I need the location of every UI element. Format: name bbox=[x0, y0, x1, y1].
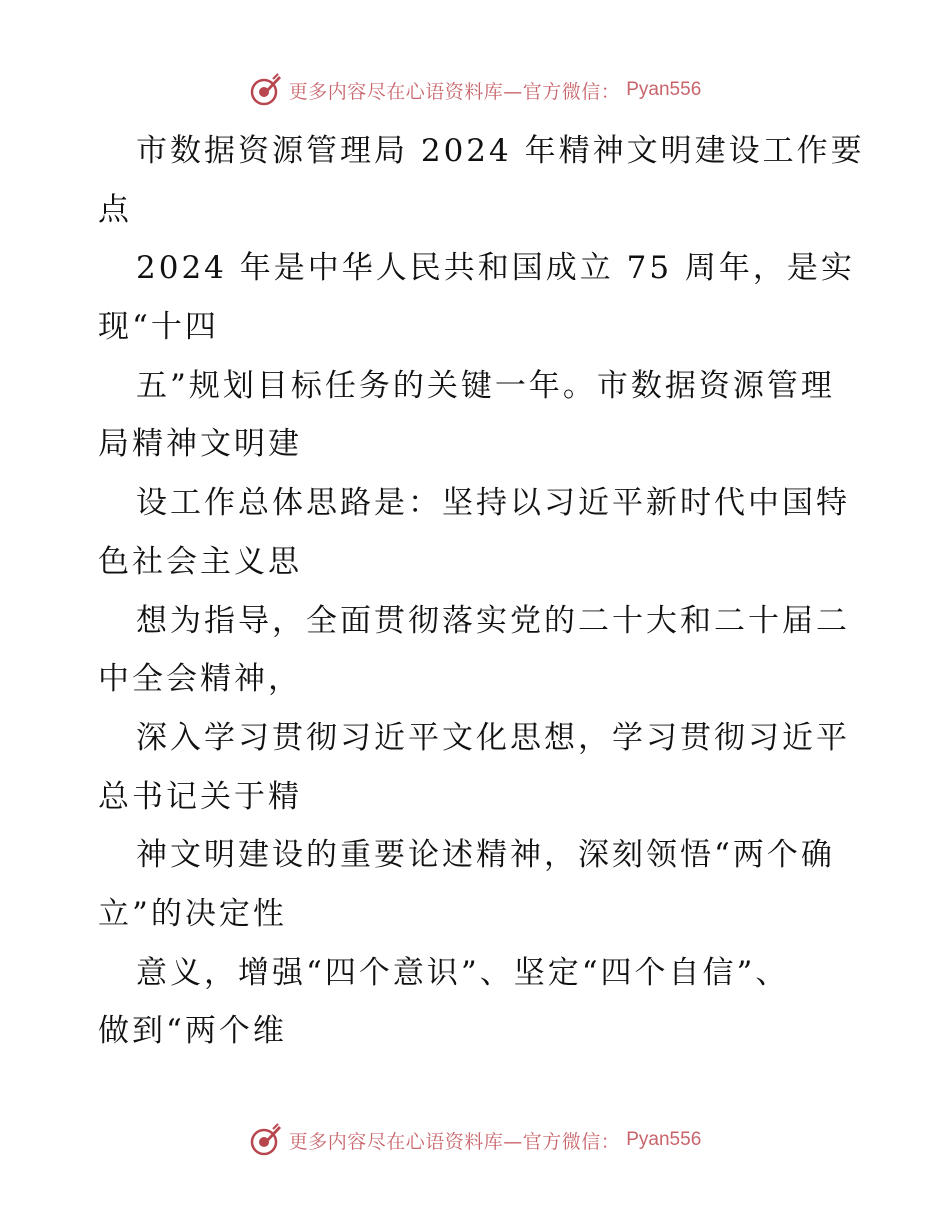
quill-logo-icon bbox=[249, 1123, 283, 1157]
watermark-text: 更多内容尽在心语资料库—官方微信： bbox=[288, 1130, 621, 1153]
text-line: 深入学习贯彻习近平文化思想，学习贯彻习近平 bbox=[136, 719, 850, 756]
text-line: 总书记关于精 bbox=[98, 778, 302, 815]
text-line: 立”的决定性 bbox=[98, 895, 287, 932]
document-body bbox=[98, 122, 865, 1061]
text-line: 局精神文明建 bbox=[98, 426, 302, 463]
text-line: 五”规划目标任务的关键一年。市数据资源管理 bbox=[136, 367, 835, 404]
text-line: 意义，增强“四个意识”、坚定“四个自信”、 bbox=[136, 954, 790, 991]
text-line: 色社会主义思 bbox=[98, 543, 302, 580]
text-line: 想为指导，全面贯彻落实党的二十大和二十届二 bbox=[136, 602, 850, 639]
text-line: 做到“两个维 bbox=[98, 1013, 287, 1050]
text-line: 点 bbox=[98, 191, 132, 228]
header-watermark bbox=[0, 70, 950, 110]
watermark-text: 更多内容尽在心语资料库—官方微信： bbox=[288, 80, 621, 103]
text-line: 神文明建设的重要论述精神，深刻领悟“两个确 bbox=[136, 837, 835, 874]
quill-logo-icon bbox=[249, 73, 283, 107]
text-line: 中全会精神， bbox=[98, 661, 302, 698]
footer-watermark bbox=[0, 1120, 950, 1160]
text-line: 市数据资源管理局 2024 年精神文明建设工作要 bbox=[136, 133, 865, 169]
text-line: 现“十四 bbox=[98, 309, 219, 346]
watermark-wechat-id: Pyan556 bbox=[626, 1129, 702, 1150]
watermark-wechat-id: Pyan556 bbox=[626, 79, 702, 100]
text-line: 设工作总体思路是：坚持以习近平新时代中国特 bbox=[136, 485, 850, 522]
text-line: 2024 年是中华人民共和国成立 75 周年，是实 bbox=[136, 250, 855, 287]
